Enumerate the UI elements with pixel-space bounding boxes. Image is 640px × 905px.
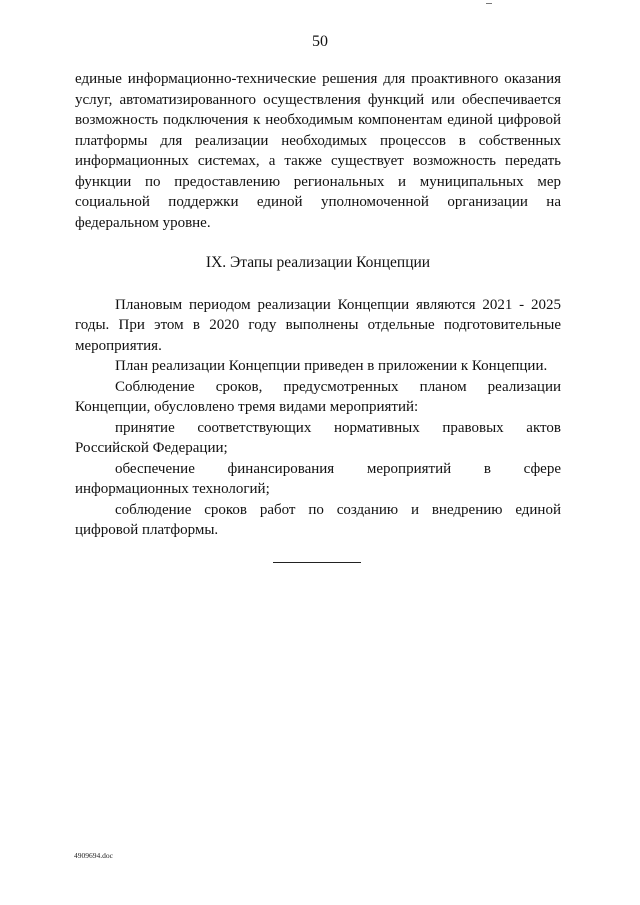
list-item-financing: обеспечение финансирования мероприятий в сфере информационных технологий; [75,460,561,497]
page-number: 50 [312,33,328,50]
intro-paragraph: единые информационно-технические решения для проактивного оказания услуг, автоматизированного осуществления функций или обеспечивается возможность подключения к необходимым компонентам единой цифровой платформы для реализации необходимых процессов в собственных информационных системах, а также существует возможность передать функции по предоставлению региональных и муниципальных мер социальной поддержки единой уполномоченной организации на федеральном уровне. [75,71,561,231]
list-item-platform: соблюдение сроков работ по созданию и внедрению единой цифровой платформы. [75,501,561,538]
paragraph-deadlines: Соблюдение сроков, предусмотренных планом реализации Концепции, обусловлено тремя видами мероприятий: [75,378,561,415]
file-id: 4909694.doc [74,851,113,860]
document-body [75,69,561,541]
paragraph-period: Плановым периодом реализации Концепции являются 2021 - 2025 годы. При этом в 2020 году выполнены отдельные подготовительные мероприятия. [75,296,561,354]
end-of-text-rule [273,562,361,563]
section-heading: IX. Этапы реализации Концепции [205,254,431,271]
scan-mark [486,0,492,4]
list-item-legal-acts: принятие соответствующих нормативных правовых актов Российской Федерации; [75,419,561,456]
paragraph-plan: План реализации Концепции приведен в приложении к Концепции. [115,358,548,374]
